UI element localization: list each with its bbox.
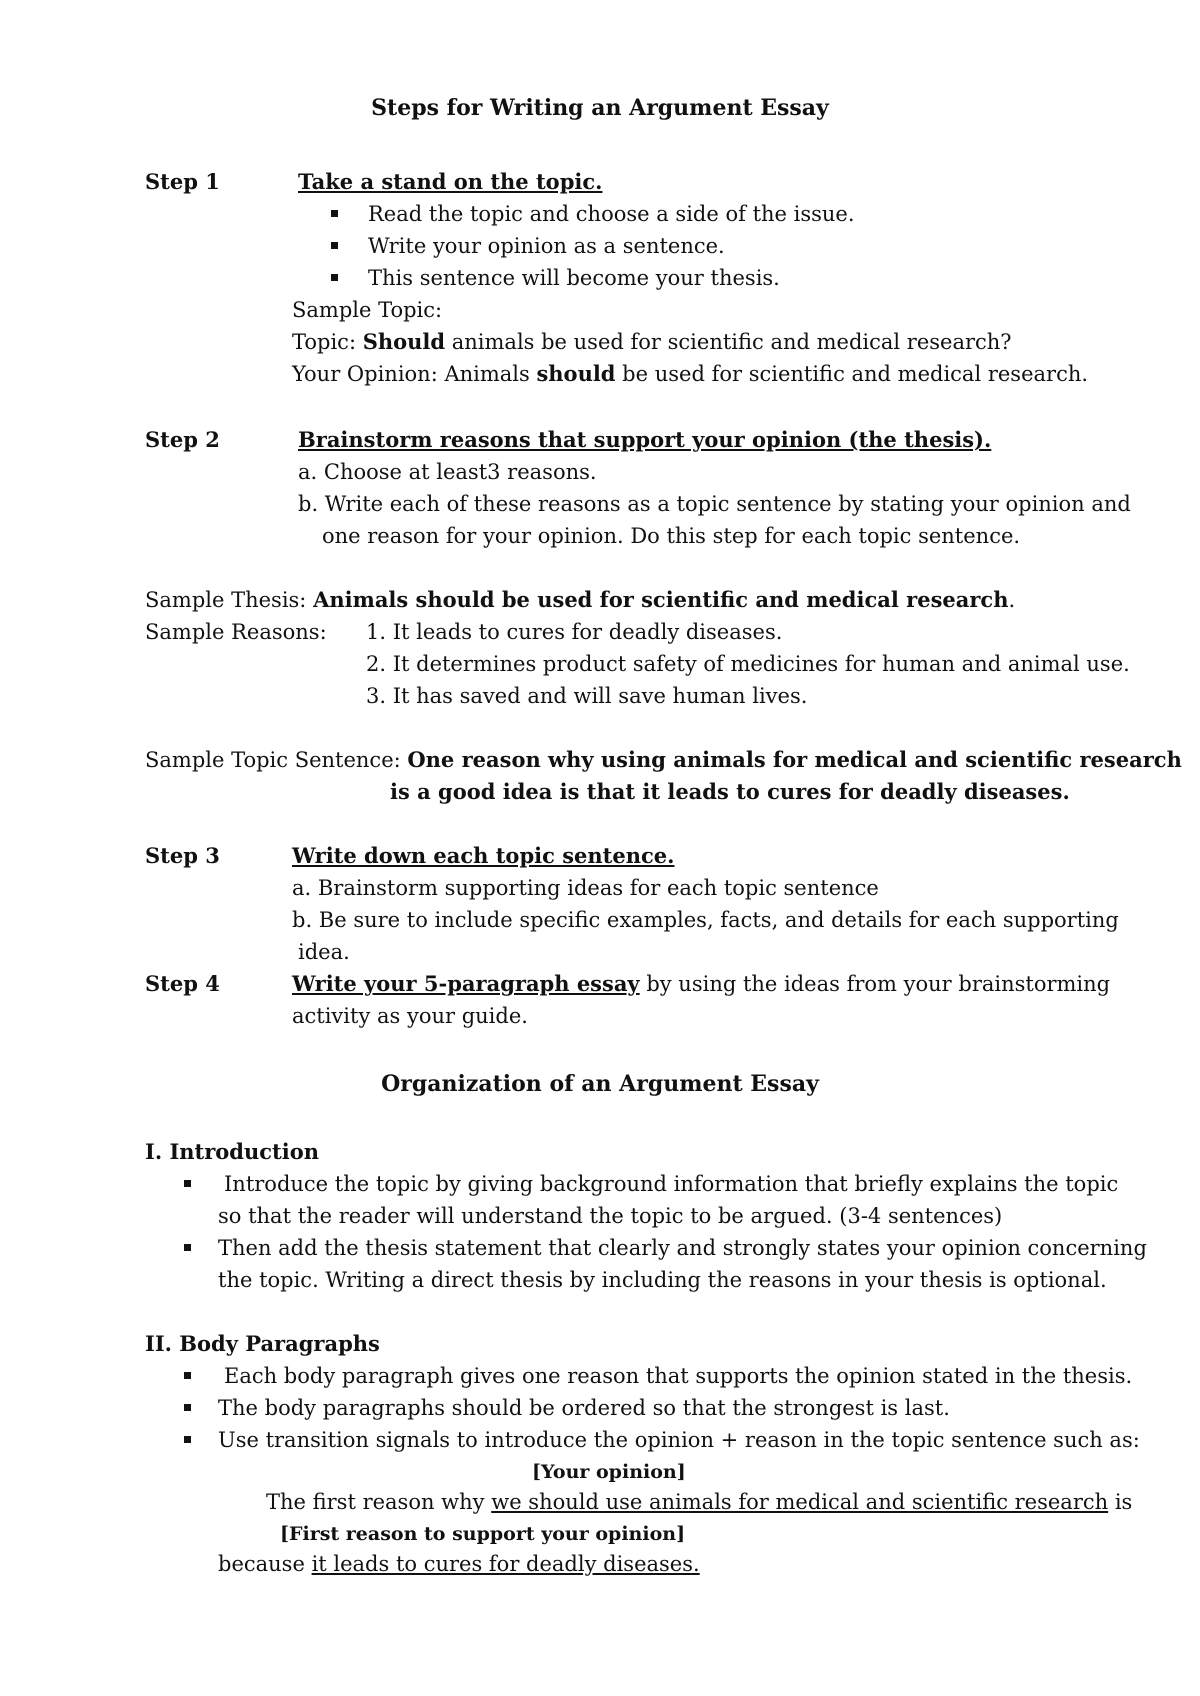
sample-reason-item: 3. It has saved and will save human lives. <box>366 684 808 708</box>
intro-bullet-cont: the topic. Writing a direct thesis by including the reasons in your thesis is optional. <box>218 1268 1107 1292</box>
step-1-bullet: Read the topic and choose a side of the issue. <box>368 202 855 226</box>
intro-bullet: Introduce the topic by giving background information that briefly explains the topic <box>224 1172 1119 1196</box>
body-bullet: Each body paragraph gives one reason that supports the opinion stated in the thesis. <box>224 1364 1133 1388</box>
bullet-square-icon <box>184 1180 191 1187</box>
step-2-heading: Brainstorm reasons that support your opinion (the thesis). <box>298 427 992 452</box>
bullet-square-icon <box>331 242 338 249</box>
sample-thesis: Sample Thesis: Animals should be used for scientific and medical research. <box>145 587 1016 612</box>
bullet-square-icon <box>184 1404 191 1411</box>
step-2-label: Step 2 <box>145 427 220 452</box>
bullet-square-icon <box>331 274 338 281</box>
body-bullet: Use transition signals to introduce the opinion + reason in the topic sentence such as: <box>218 1428 1140 1452</box>
step-3-label: Step 3 <box>145 843 220 868</box>
body-heading: II. Body Paragraphs <box>145 1331 380 1356</box>
body-bullet: The body paragraphs should be ordered so that the strongest is last. <box>218 1396 950 1420</box>
transition-example-2: because it leads to cures for deadly diseases. <box>218 1552 700 1576</box>
bullet-square-icon <box>184 1244 191 1251</box>
your-opinion-label: [Your opinion] <box>532 1461 686 1483</box>
sample-topic-sentence-cont: is a good idea is that it leads to cures for deadly diseases. <box>390 779 1070 804</box>
step-4-text-cont: activity as your guide. <box>292 1004 528 1028</box>
page-title: Steps for Writing an Argument Essay <box>371 95 829 121</box>
step-1-bullet: This sentence will become your thesis. <box>368 266 780 290</box>
intro-bullet-cont: so that the reader will understand the topic to be argued. (3-4 sentences) <box>218 1204 1003 1228</box>
section-title: Organization of an Argument Essay <box>381 1071 819 1097</box>
step-2-item-b-cont: one reason for your opinion. Do this step for each topic sentence. <box>322 524 1021 548</box>
sample-topic-sentence: Sample Topic Sentence: One reason why using animals for medical and scientific research <box>145 747 1182 772</box>
sample-reason-item: 2. It determines product safety of medicines for human and animal use. <box>366 652 1130 676</box>
sample-topic-label: Sample Topic: <box>292 298 443 322</box>
intro-heading: I. Introduction <box>145 1139 319 1164</box>
transition-example-1: The first reason why we should use animals for medical and scientific research is <box>266 1490 1133 1514</box>
bullet-square-icon <box>184 1436 191 1443</box>
step-1-heading: Take a stand on the topic. <box>298 169 603 194</box>
sample-reasons-label: Sample Reasons: <box>145 620 327 644</box>
intro-bullet: Then add the thesis statement that clearly and strongly states your opinion concerning <box>218 1236 1147 1260</box>
step-3-item-b-cont: idea. <box>298 940 350 964</box>
step-1-label: Step 1 <box>145 169 220 194</box>
bullet-square-icon <box>331 210 338 217</box>
step-3-item-b: b. Be sure to include specific examples, facts, and details for each supporting <box>292 908 1119 932</box>
step-4-label: Step 4 <box>145 971 220 996</box>
step-2-item-b: b. Write each of these reasons as a topic sentence by stating your opinion and <box>298 492 1131 516</box>
step-2-item-a: a. Choose at least3 reasons. <box>298 460 597 484</box>
step-3-heading: Write down each topic sentence. <box>292 843 675 868</box>
step-1-bullet: Write your opinion as a sentence. <box>368 234 725 258</box>
sample-opinion: Your Opinion: Animals should be used for scientific and medical research. <box>292 361 1089 386</box>
step-4-text: Write your 5-paragraph essay by using the ideas from your brainstorming <box>292 971 1111 996</box>
bullet-square-icon <box>184 1372 191 1379</box>
first-reason-label: [First reason to support your opinion] <box>280 1523 686 1545</box>
sample-topic-question: Topic: Should animals be used for scientific and medical research? <box>292 329 1012 354</box>
step-3-item-a: a. Brainstorm supporting ideas for each topic sentence <box>292 876 879 900</box>
sample-reason-item: 1. It leads to cures for deadly diseases. <box>366 620 783 644</box>
